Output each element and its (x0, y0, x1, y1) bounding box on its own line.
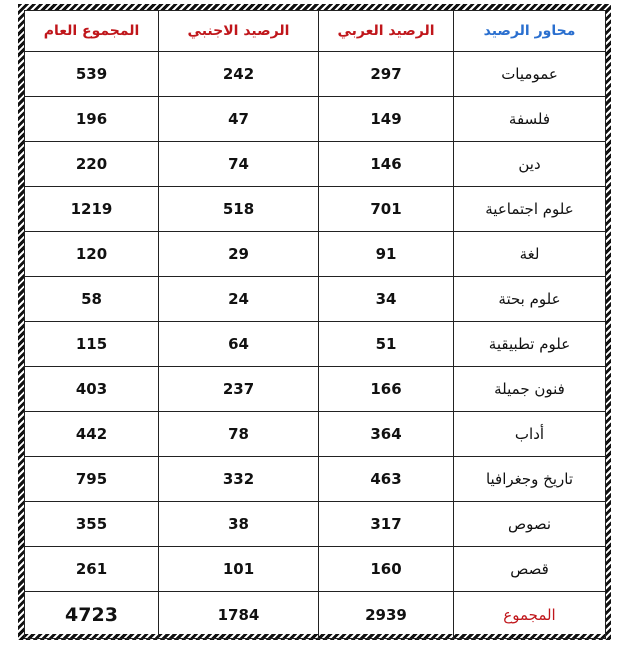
totals-arabic: 2939 (319, 592, 454, 639)
row-total-count: 355 (25, 502, 159, 547)
totals-label: المجموع (454, 592, 606, 639)
row-arabic-count: 146 (319, 142, 454, 187)
table-body (25, 52, 606, 592)
row-arabic-count: 317 (319, 502, 454, 547)
table-row (25, 322, 606, 367)
row-foreign-count: 78 (159, 412, 319, 457)
row-foreign-count: 47 (159, 97, 319, 142)
table-row (25, 142, 606, 187)
row-foreign-count: 242 (159, 52, 319, 97)
header-row (25, 11, 606, 52)
row-arabic-count: 91 (319, 232, 454, 277)
row-label: عموميات (454, 52, 606, 97)
row-arabic-count: 297 (319, 52, 454, 97)
header-foreign-holdings: الرصيد الاجنبي (159, 11, 319, 52)
totals-grand: 4723 (25, 592, 159, 639)
table-row (25, 412, 606, 457)
row-total-count: 58 (25, 277, 159, 322)
row-foreign-count: 64 (159, 322, 319, 367)
table-row (25, 367, 606, 412)
row-foreign-count: 29 (159, 232, 319, 277)
row-label: تاريخ وجغرافيا (454, 457, 606, 502)
table-row (25, 502, 606, 547)
header-grand-total: المجموع العام (25, 11, 159, 52)
table-row (25, 547, 606, 592)
row-label: علوم بحتة (454, 277, 606, 322)
row-total-count: 539 (25, 52, 159, 97)
row-total-count: 442 (25, 412, 159, 457)
row-arabic-count: 166 (319, 367, 454, 412)
table-row (25, 187, 606, 232)
row-total-count: 115 (25, 322, 159, 367)
header-axes: محاور الرصيد (454, 11, 606, 52)
row-label: نصوص (454, 502, 606, 547)
row-total-count: 120 (25, 232, 159, 277)
row-label: فلسفة (454, 97, 606, 142)
row-foreign-count: 237 (159, 367, 319, 412)
row-arabic-count: 149 (319, 97, 454, 142)
row-label: أداب (454, 412, 606, 457)
row-label: علوم تطبيقية (454, 322, 606, 367)
row-label: علوم اجتماعية (454, 187, 606, 232)
row-total-count: 261 (25, 547, 159, 592)
totals-foreign: 1784 (159, 592, 319, 639)
row-total-count: 403 (25, 367, 159, 412)
row-arabic-count: 463 (319, 457, 454, 502)
row-foreign-count: 74 (159, 142, 319, 187)
row-foreign-count: 332 (159, 457, 319, 502)
row-label: فنون جميلة (454, 367, 606, 412)
row-foreign-count: 38 (159, 502, 319, 547)
row-arabic-count: 160 (319, 547, 454, 592)
row-foreign-count: 24 (159, 277, 319, 322)
row-label: لغة (454, 232, 606, 277)
table-row (25, 52, 606, 97)
header-arabic-holdings: الرصيد العربي (319, 11, 454, 52)
table-row (25, 457, 606, 502)
holdings-table (24, 10, 606, 639)
row-total-count: 196 (25, 97, 159, 142)
row-arabic-count: 34 (319, 277, 454, 322)
row-foreign-count: 518 (159, 187, 319, 232)
row-total-count: 795 (25, 457, 159, 502)
row-total-count: 220 (25, 142, 159, 187)
row-total-count: 1219 (25, 187, 159, 232)
totals-row (25, 592, 606, 639)
table-row (25, 232, 606, 277)
table-row (25, 277, 606, 322)
row-arabic-count: 364 (319, 412, 454, 457)
row-arabic-count: 701 (319, 187, 454, 232)
table-row (25, 97, 606, 142)
row-label: دين (454, 142, 606, 187)
row-label: قصص (454, 547, 606, 592)
row-arabic-count: 51 (319, 322, 454, 367)
row-foreign-count: 101 (159, 547, 319, 592)
